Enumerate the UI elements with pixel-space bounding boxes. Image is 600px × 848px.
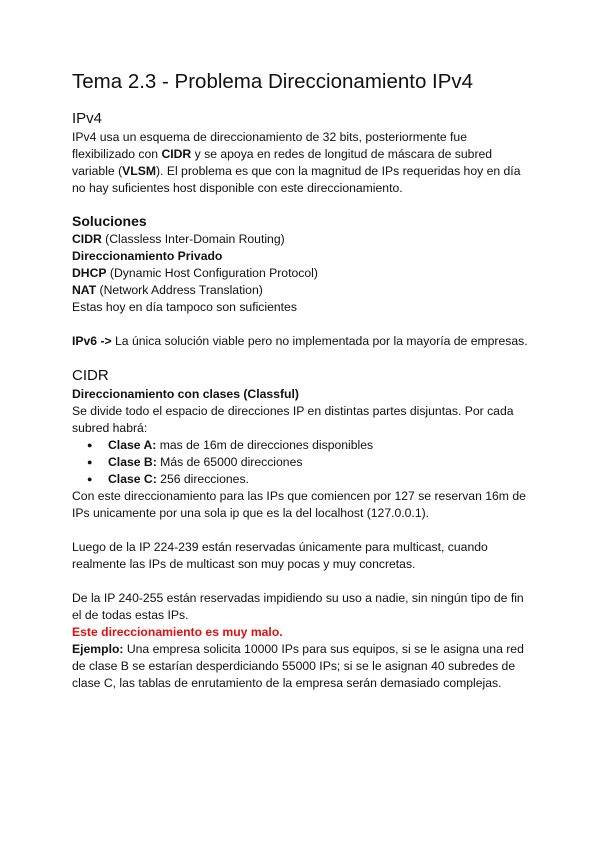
sol-cidr-bold: CIDR	[72, 232, 102, 246]
sol-ipv6	[72, 333, 532, 350]
cidr-subheading	[72, 386, 532, 403]
ipv4-text-2: y se apoya en redes de longitud de máscara de subred variable (	[72, 147, 493, 178]
sol-note: Estas hoy en día tampoco son suficientes	[72, 300, 297, 314]
ipv4-cidr-bold: CIDR	[161, 147, 192, 161]
sol-nat-text: (Network Address Translation)	[96, 283, 263, 297]
sol-ipv6-bold: IPv6 ->	[72, 334, 112, 348]
cidr-section	[72, 386, 532, 692]
class-b-text: Más de 65000 direcciones	[156, 455, 303, 469]
sol-privado	[72, 248, 532, 265]
cidr-example	[72, 641, 532, 692]
sol-dhcp	[72, 265, 532, 282]
list-item-class-c	[72, 471, 532, 488]
cidr-intro: Se divide todo el espacio de direcciones IP en distintas partes disjuntas. Por cada subred habrá:	[72, 404, 514, 435]
class-c-label: Clase C:	[108, 472, 157, 486]
ipv4-text-3: ). El problema es que con la magnitud de IPs requeridas hoy en día no hay suficientes host disponible con este direccionamiento.	[72, 164, 521, 195]
cidr-subheading-bold: Direccionamiento con clases (Classful)	[72, 387, 299, 401]
sol-nat-bold: NAT	[72, 283, 97, 297]
cidr-example-text: Una empresa solicita 10000 IPs para sus equipos, si se le asigna una red de clase B se estarían desperdiciando 55000 IPs; si se le asignan 40 subredes de clase C, las tablas de enrutamiento de la empresa serán demasiado complejas.	[72, 642, 524, 690]
class-c-text: 256 direcciones.	[156, 472, 249, 486]
soluciones-heading: Soluciones	[72, 213, 147, 229]
cidr-multicast-paragraph: Luego de la IP 224-239 están reservadas únicamente para multicast, cuando realmente las IPs de multicast son muy pocas y muy concretas.	[72, 540, 488, 571]
sol-privado-bold: Direccionamiento Privado	[72, 249, 223, 263]
ipv4-heading: IPv4	[72, 110, 103, 127]
cidr-warning: Este direccionamiento es muy malo.	[72, 625, 283, 639]
class-list	[72, 437, 532, 488]
sol-dhcp-bold: DHCP	[72, 266, 107, 280]
list-item-class-b	[72, 454, 532, 471]
soluciones-section	[72, 231, 532, 350]
class-b-label: Clase B:	[108, 455, 157, 469]
sol-nat	[72, 282, 532, 299]
ipv4-paragraph	[72, 129, 532, 197]
class-a-text: mas de 16m de direcciones disponibles	[156, 438, 374, 452]
ipv4-vlsm-bold: VLSM	[122, 164, 156, 178]
cidr-localhost-paragraph: Con este direccionamiento para las IPs que comiencen por 127 se reservan 16m de IPs unicamente por una sola ip que es la del localhost (127.0.0.1).	[72, 489, 526, 520]
sol-dhcp-text: (Dynamic Host Configuration Protocol)	[106, 266, 318, 280]
ipv4-text-1: IPv4 usa un esquema de direccionamiento de 32 bits, posteriormente fue flexibilizado con	[72, 130, 467, 161]
cidr-heading: CIDR	[72, 367, 109, 384]
sol-cidr-text: (Classless Inter-Domain Routing)	[101, 232, 285, 246]
cidr-reserved-paragraph: De la IP 240-255 están reservadas impidiendo su uso a nadie, sin ningún tipo de fin el de todas estas IPs.	[72, 591, 524, 622]
class-a-label: Clase A:	[108, 438, 157, 452]
document-page	[72, 68, 532, 692]
list-item-class-a	[72, 437, 532, 454]
cidr-example-bold: Ejemplo:	[72, 642, 124, 656]
page-title: Tema 2.3 - Problema Direccionamiento IPv4	[72, 70, 474, 93]
ipv4-section	[72, 129, 532, 197]
sol-cidr	[72, 231, 532, 248]
sol-ipv6-text: La única solución viable pero no implementada por la mayoría de empresas.	[111, 334, 528, 348]
